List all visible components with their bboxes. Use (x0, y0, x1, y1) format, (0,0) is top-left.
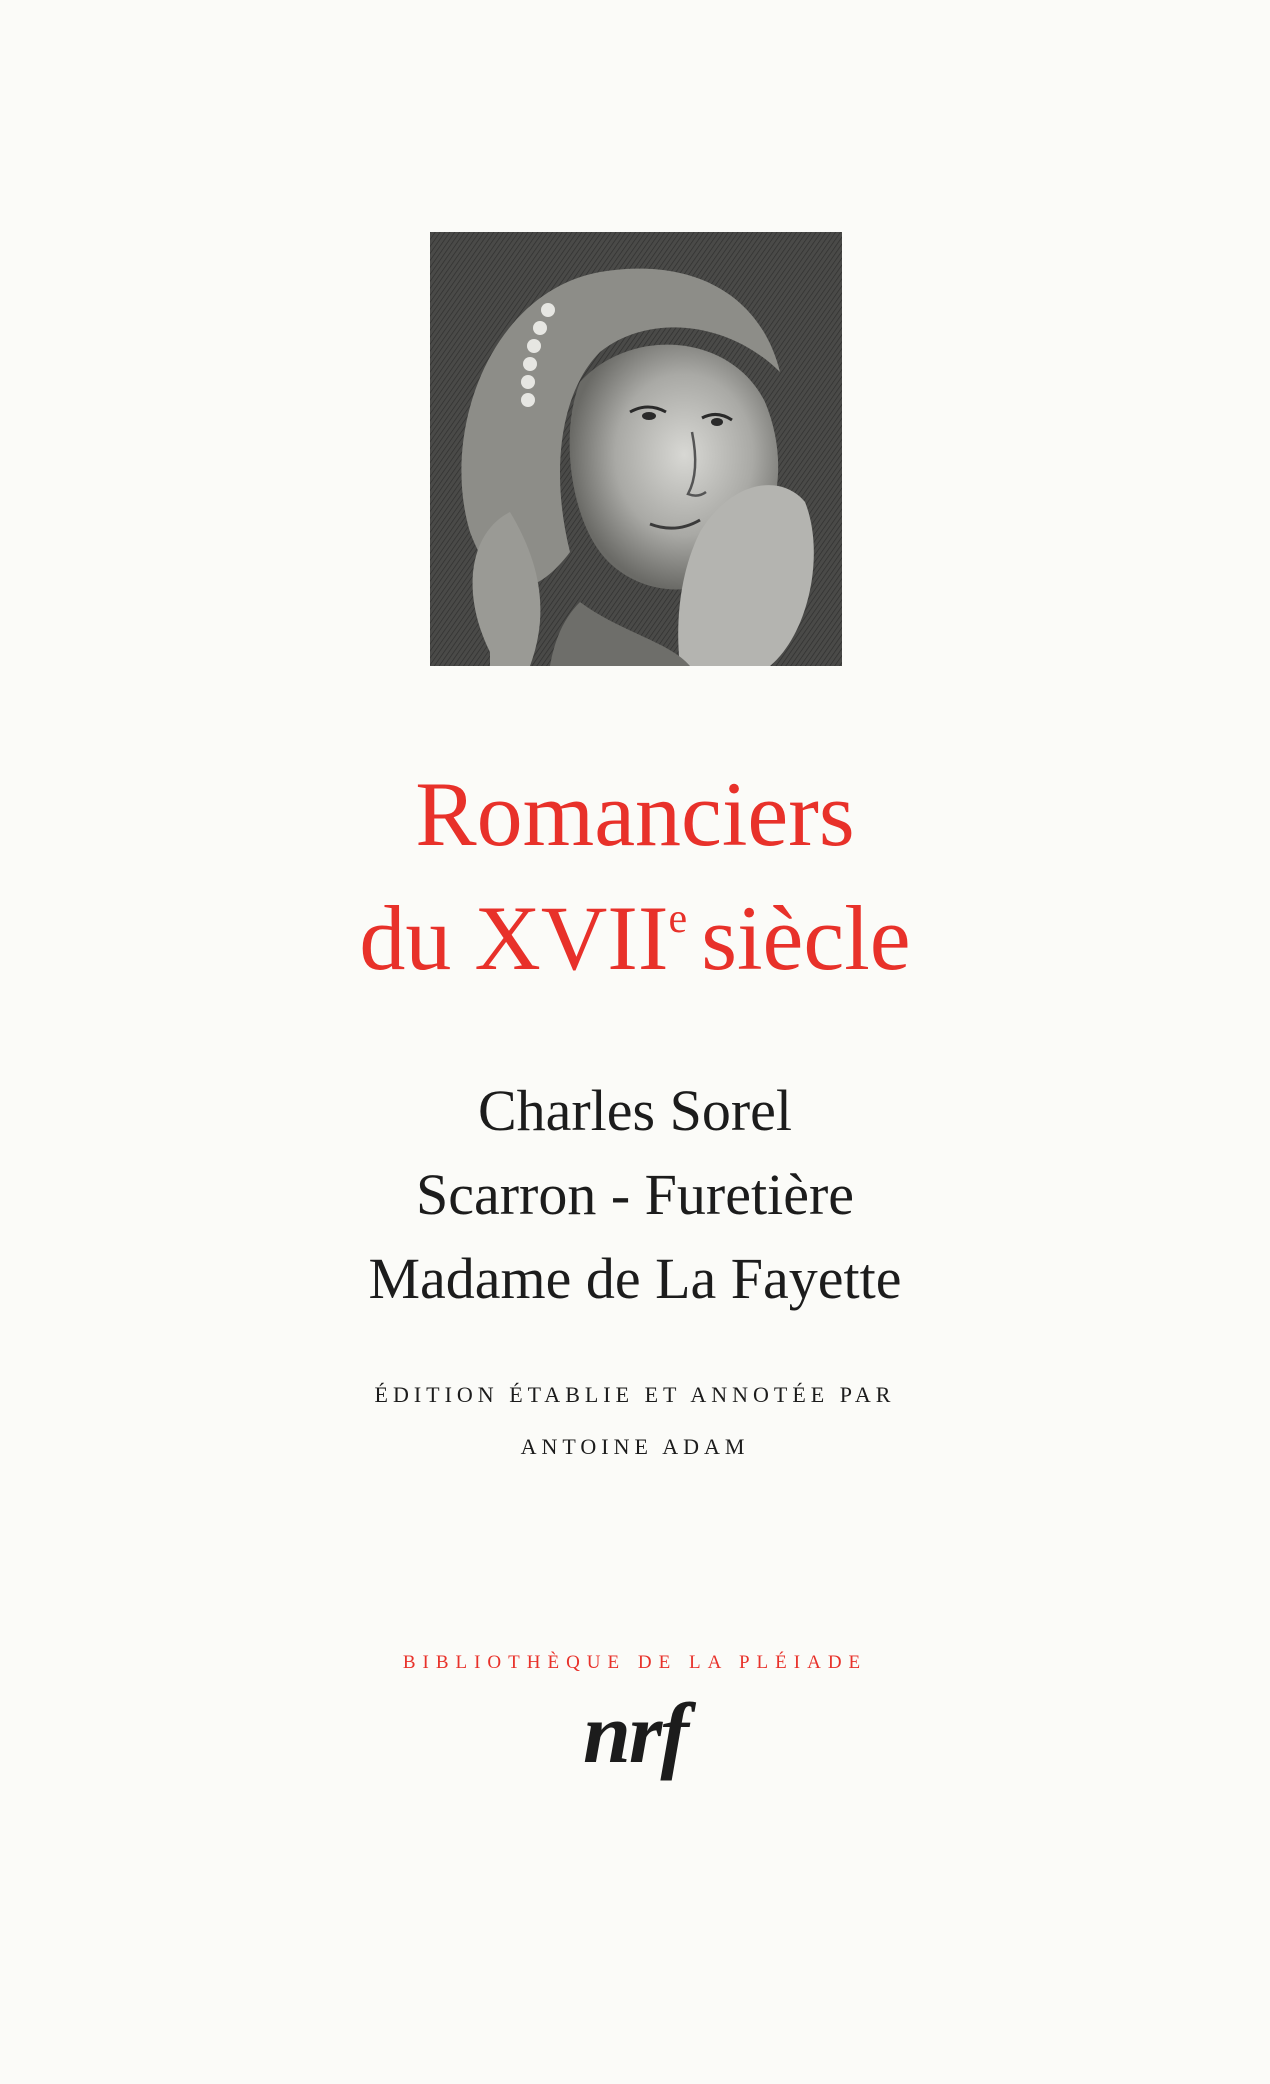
nrf-logo: nrf (583, 1685, 687, 1781)
author-madame-de-la-fayette: Madame de La Fayette (368, 1246, 902, 1311)
title-line-2 (0, 887, 1270, 989)
title-line-2-suffix: siècle (701, 887, 911, 989)
editor-name: ANTOINE ADAM (520, 1434, 750, 1459)
author-scarron-furetiere: Scarron - Furetière (415, 1162, 855, 1227)
title-line-1 (0, 763, 1270, 865)
portrait-engraving (430, 232, 842, 666)
author-charles-sorel: Charles Sorel (477, 1078, 793, 1143)
title-line-2-prefix: du XVII (359, 887, 669, 989)
title-superscript: e (668, 896, 688, 942)
edition-credit: ÉDITION ÉTABLIE ET ANNOTÉE PAR (374, 1382, 896, 1407)
collection-name: BIBLIOTHÈQUE DE LA PLÉIADE (402, 1652, 868, 1673)
title-line-1-text: Romanciers (415, 763, 855, 865)
